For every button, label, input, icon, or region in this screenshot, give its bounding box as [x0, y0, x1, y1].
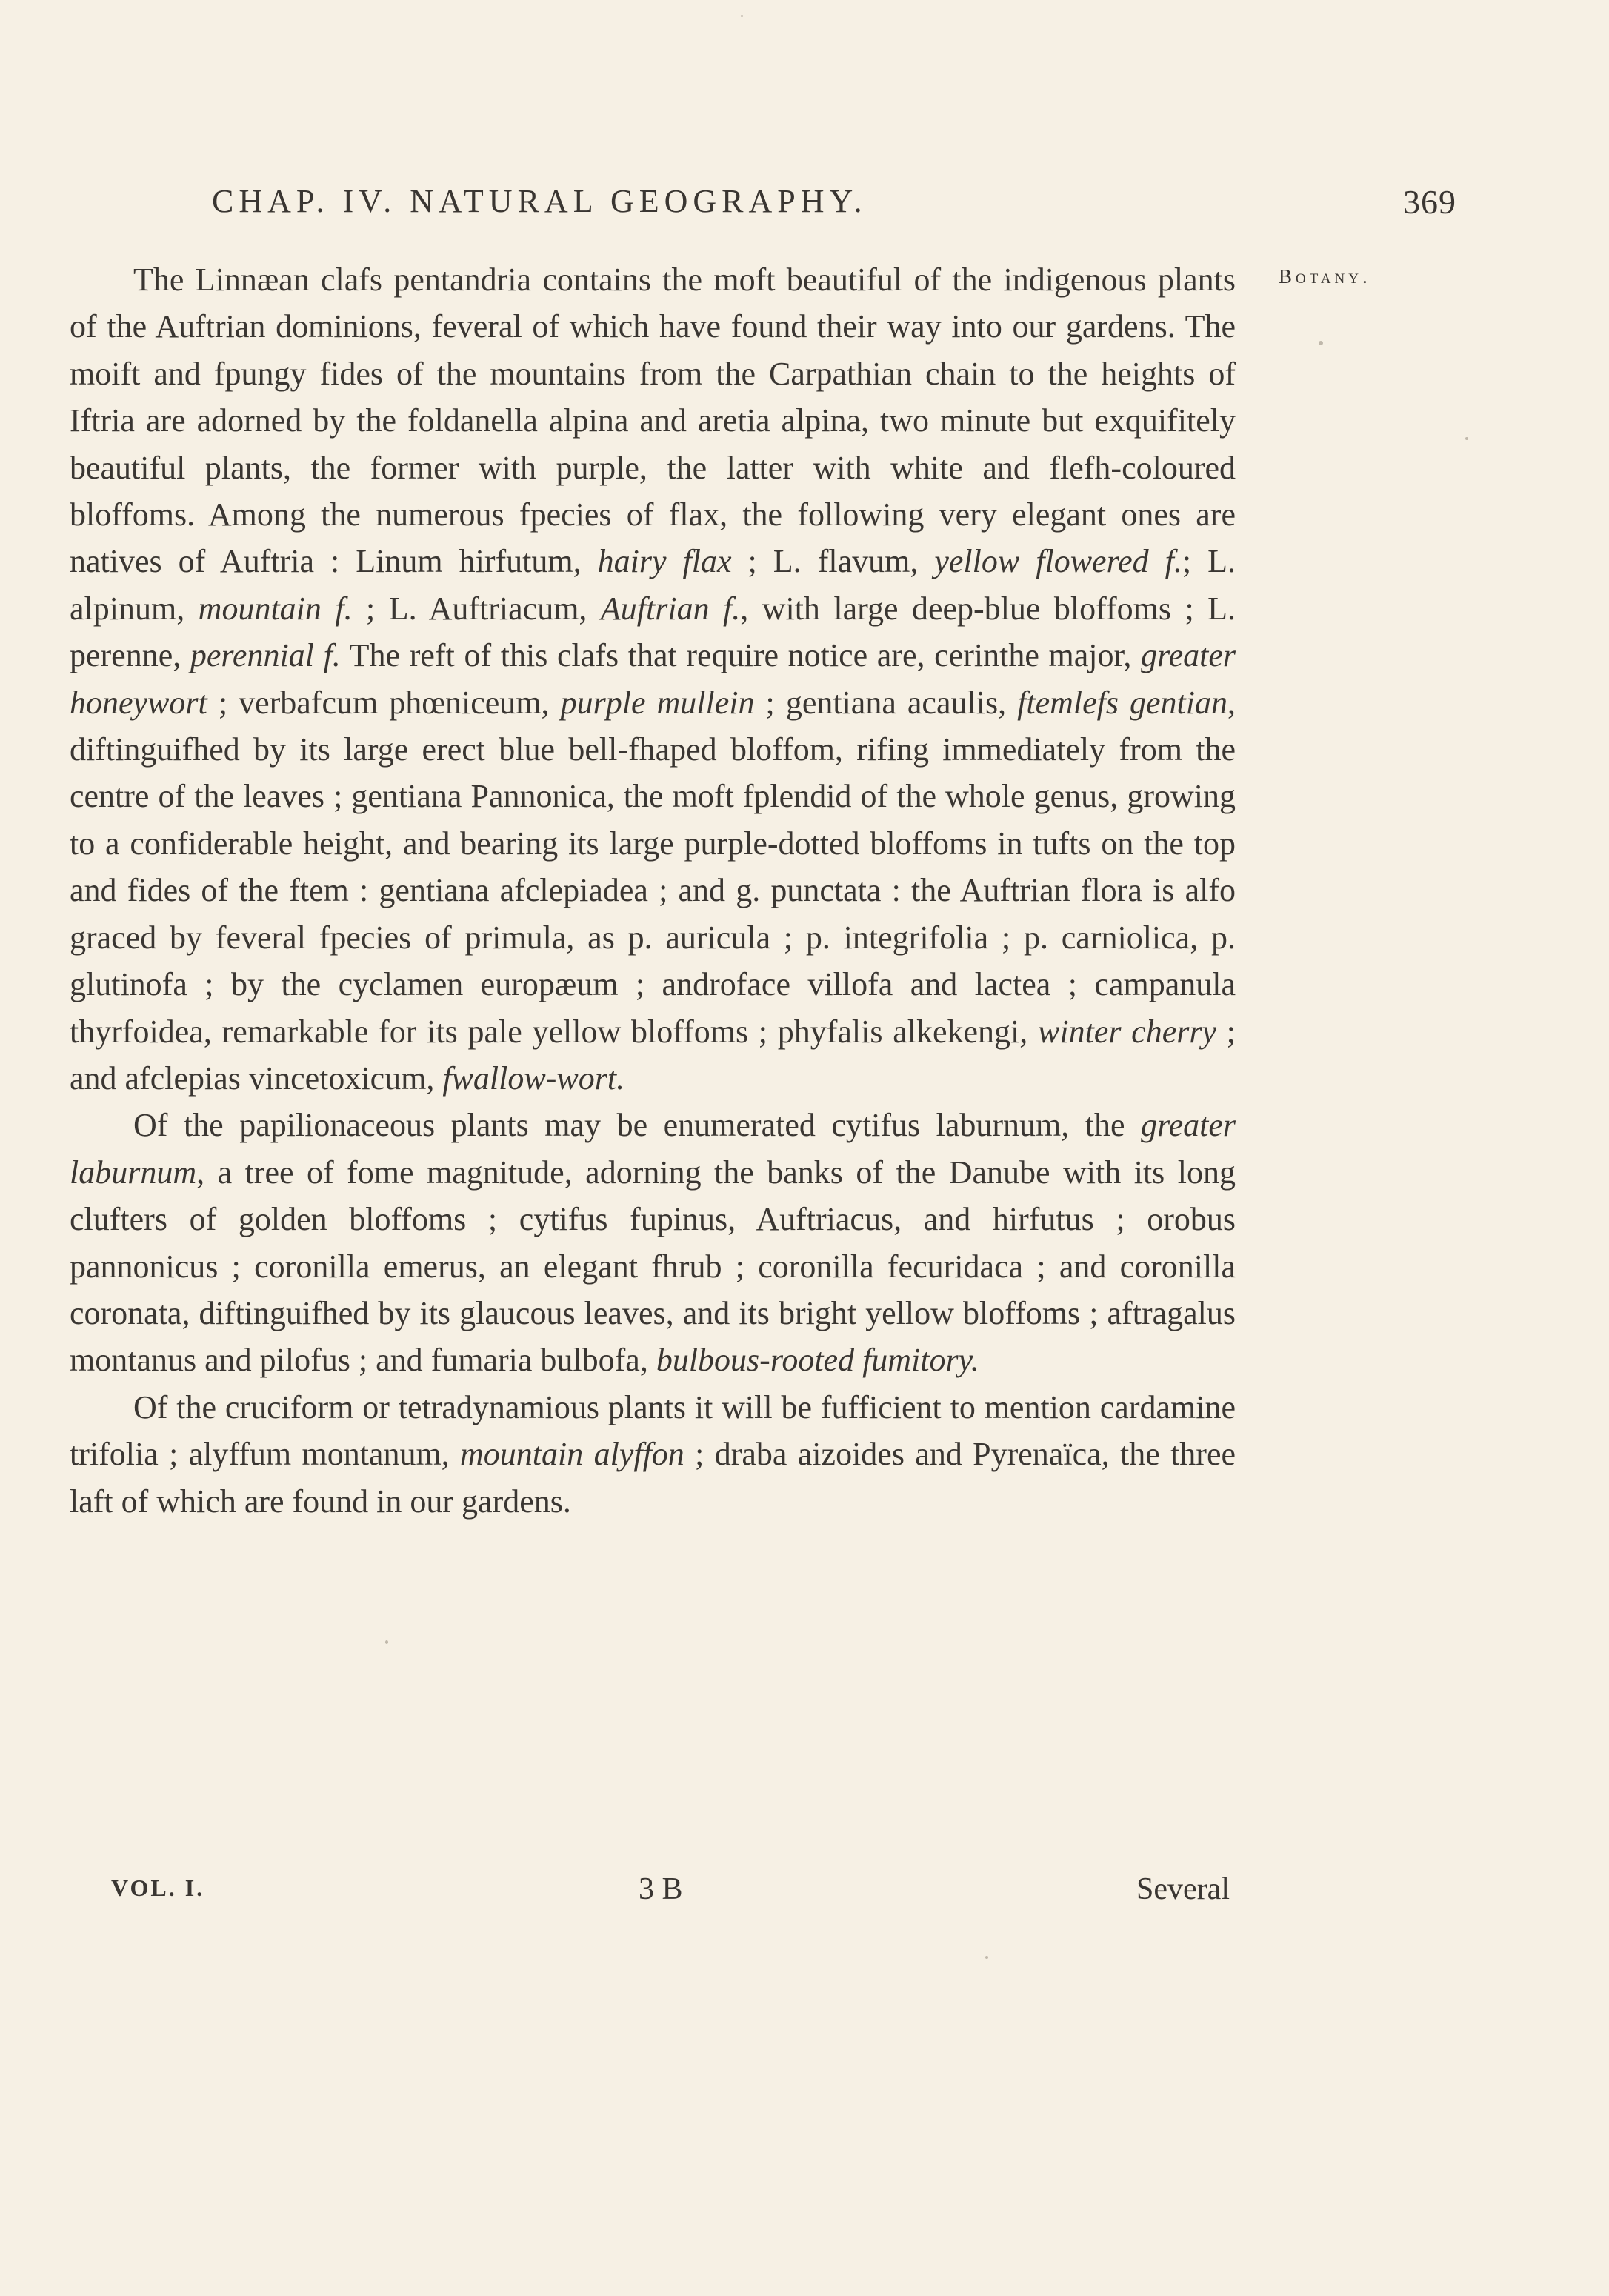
- italic-run: greater laburnum: [70, 1107, 1236, 1191]
- text-run: , a tree of fome magnitude, adorning the banks of the Danube with its long clufters of golden bloffoms ; cytifus fupinus, Auftriacus, and hirfutus ; orobus pannonicus ; coronilla emerus, an elegant fhrub ; coronilla fecuridaca ; and coronilla coronata, diftinguifhed by its glaucous leaves, and its bright yellow bloffoms ; aftragalus montanus and pilofus ; and fumaria bulbofa,: [70, 1154, 1236, 1379]
- text-run: The Linnæan clafs pentandria contains the moft beautiful of the indigenous plants of the Auftrian dominions, feveral of which have found their way into our gardens. The moift and fpungy fides of the mountains from the Carpathian chain to the heights of Iftria are adorned by the foldanella alpina and aretia alpina, two minute but exquifitely beautiful plants, the former with purple, the latter with white and flefh-coloured bloffoms. Among the numerous fpecies of flax, the following very elegant ones are natives of Auftria : Linum hirfutum,: [70, 262, 1236, 580]
- page-number: 369: [1403, 183, 1456, 221]
- italic-run: winter cherry: [1038, 1013, 1217, 1050]
- volume-label: VOL. I.: [111, 1874, 205, 1901]
- italic-run: Auftrian f.: [600, 590, 741, 627]
- italic-run: hairy flax: [597, 543, 732, 580]
- italic-run: greater honeywort: [70, 637, 1236, 721]
- text-run: The reft of this clafs that require notice are, cerinthe major,: [340, 637, 1142, 674]
- catchword: Several: [1136, 1872, 1230, 1906]
- text-run: Of the papilionaceous plants may be enumerated cytifus laburnum, the: [133, 1107, 1142, 1144]
- running-head: [212, 182, 1456, 227]
- italic-run: yellow flowered f.: [934, 543, 1182, 580]
- chapter-title: CHAP. IV. NATURAL GEOGRAPHY.: [212, 183, 867, 219]
- page-footer: [111, 1871, 1230, 1916]
- paper-speck: [1465, 437, 1468, 440]
- italic-run: bulbous-rooted fumitory.: [656, 1342, 979, 1379]
- italic-run: mountain alyffon: [460, 1436, 684, 1473]
- paper-speck: [741, 15, 743, 17]
- italic-run: perennial f.: [190, 637, 341, 674]
- text-run: Of the cruciform or tetradynamious plants it will be fufficient to mention cardamine trifolia ; alyffum montanum,: [70, 1388, 1236, 1473]
- paragraph: [70, 1102, 1236, 1383]
- margin-note: Botany.: [1279, 265, 1371, 287]
- body-text: [70, 256, 1236, 1525]
- text-run: ; draba aizoides and Pyrenaïca, the three laft of which are found in our gardens.: [70, 1436, 1236, 1520]
- text-run: ; L. Auftriacum,: [352, 590, 601, 627]
- paragraph: [70, 1384, 1236, 1525]
- paper-speck: [1319, 341, 1323, 345]
- text-run: , with large deep-blue bloffoms ; L. perenne,: [70, 590, 1236, 674]
- text-run: ; verbafcum phœniceum,: [207, 684, 561, 721]
- text-run: ; gentiana acaulis,: [754, 684, 1018, 721]
- italic-run: ftemlefs gentian: [1017, 684, 1228, 721]
- signature-mark: 3 B: [639, 1872, 683, 1906]
- text-run: ; and afclepias vincetoxicum,: [70, 1013, 1236, 1097]
- paragraph: [70, 256, 1236, 1102]
- italic-run: purple mullein: [560, 684, 755, 721]
- text-run: ; L. flavum,: [731, 543, 935, 580]
- text-run: ; L. alpinum,: [70, 543, 1236, 627]
- paper-speck: [385, 1640, 388, 1644]
- italic-run: mountain f.: [198, 590, 353, 627]
- text-run: , diftinguifhed by its large erect blue bell-fhaped bloffom, rifing immediately from the centre of the leaves ; gentiana Pannonica, the moft fplendid of the whole genus, growing to a confiderable height, and bearing its large purple-dotted bloffoms in tufts on the top and fides of the ftem : gentiana afclepiadea ; and g. punctata : the Auftrian flora is alfo graced by feveral fpecies of primula, as p. auricula ; p. integrifolia ; p. carniolica, p. glutinofa ; by the cyclamen europæum ; androface villofa and lactea ; campanula thyrfoidea, remarkable for its pale yellow bloffoms ; phyfalis alkekengi,: [70, 684, 1236, 1050]
- italic-run: fwallow-wort.: [442, 1059, 625, 1097]
- paper-speck: [985, 1956, 988, 1959]
